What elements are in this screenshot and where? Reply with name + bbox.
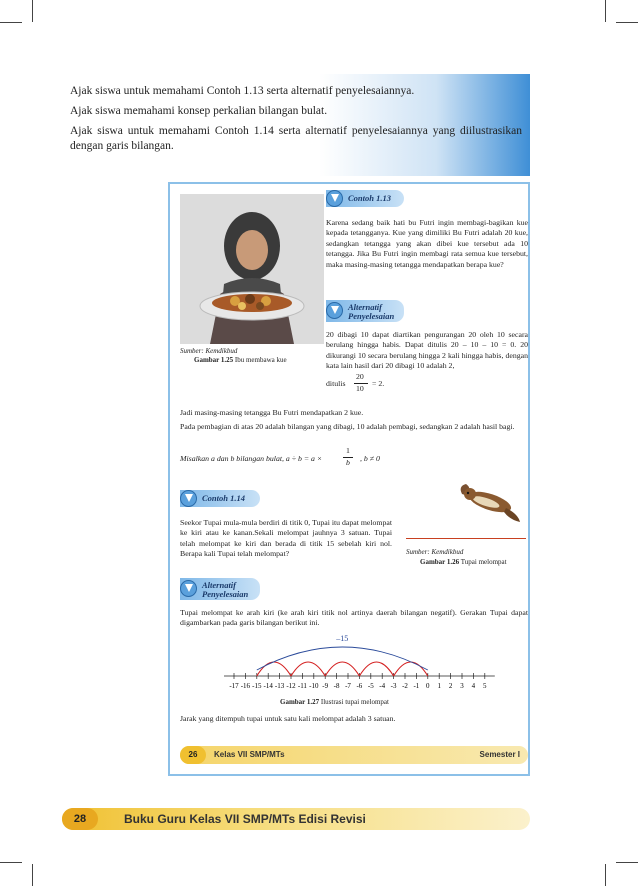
crop-mark xyxy=(616,22,638,23)
caption-label: Gambar 1.26 xyxy=(420,558,460,566)
teacher-note: Ajak siswa memahami konsep perkalian bilangan bulat. xyxy=(70,105,328,117)
contoh-113-label: Contoh 1.13 xyxy=(326,190,404,207)
inner-page-number: 26 xyxy=(180,746,206,764)
fraction-numerator: 20 xyxy=(356,372,364,381)
caption-text: Ibu membawa kue xyxy=(233,356,287,364)
tick-label: 2 xyxy=(448,682,453,690)
tick-label: -7 xyxy=(345,682,351,690)
formula-prefix: Misalkan a dan b bilangan bulat, a ÷ b = a × xyxy=(180,454,323,463)
crop-mark xyxy=(605,864,606,886)
tick-label: -4 xyxy=(379,682,386,690)
ditulis-text: ditulis xyxy=(326,379,346,388)
alternatif-label-114: Alternatif Penyelesaian xyxy=(180,578,260,600)
crop-mark xyxy=(32,864,33,886)
number-line xyxy=(180,632,528,702)
contoh-114-label: Contoh 1.14 xyxy=(180,490,260,507)
crop-mark xyxy=(616,862,638,863)
page-number: 28 xyxy=(62,808,98,830)
jump-arc xyxy=(394,662,428,676)
woman-with-cake-photo xyxy=(180,194,324,344)
inner-footer-title: Kelas VII SMP/MTs xyxy=(214,750,285,759)
tick-label: -16 xyxy=(240,682,251,690)
jump-arc xyxy=(257,662,291,676)
caption-label: Gambar 1.27 xyxy=(280,698,320,706)
page-footer xyxy=(62,808,530,830)
contoh-113-text: Karena sedang baik hati bu Futri ingin membagi-bagikan kue kepada tetangganya. Kue yang dimiliki Bu Futri adalah 20 kue, sedangkan tetangga yang akan dibei kue tersebut ada 10 tetangga. Jika Bu Futri ingin membagi rata semua kue tersebut, maka masing-masing tetangga mendapatkan berapa kue? xyxy=(326,218,528,269)
teacher-notes xyxy=(62,74,530,176)
tick-label: -9 xyxy=(322,682,329,690)
inner-footer xyxy=(180,746,528,764)
total-jump-arc xyxy=(257,647,428,670)
squirrel-source: Sumber: Kemdikbud xyxy=(406,548,464,556)
photo-caption xyxy=(194,356,287,365)
photo-source: Sumber: Kemdikbud xyxy=(180,347,238,355)
contoh-114-text: Seekor Tupai mula-mula berdiri di titik 0, Tupai itu dapat melompat ke kiri atau ke kanan.Sekali melompat jauhnya 3 satuan. Tupai telah melompat ke kiri dan berada di titik 15 sebelah kiri nol. Berapa kali Tupai telah melompat? xyxy=(180,518,393,559)
fraction-result: = 2. xyxy=(372,379,385,388)
squirrel-caption xyxy=(420,558,507,567)
tick-label: -1 xyxy=(413,682,420,690)
tick-label: -14 xyxy=(263,682,273,690)
tick-label: -11 xyxy=(297,682,307,690)
crop-mark xyxy=(32,0,33,22)
jump-arc xyxy=(359,662,393,676)
tick-label: 4 xyxy=(471,682,476,690)
tick-label: -17 xyxy=(229,682,239,690)
student-book-page xyxy=(168,182,530,776)
triangle-icon xyxy=(326,190,343,207)
tick-label: 1 xyxy=(437,682,441,690)
formula-suffix: , b ≠ 0 xyxy=(360,454,380,463)
fraction-line xyxy=(326,372,426,396)
tick-label: -2 xyxy=(402,682,408,690)
tick-label: -5 xyxy=(367,682,374,690)
fraction-denominator: 10 xyxy=(356,384,364,393)
crop-mark xyxy=(0,862,22,863)
crop-mark xyxy=(0,22,22,23)
conclusion-text: Jarak yang ditempuh tupai untuk satu kali melompat adalah 3 satuan. xyxy=(180,714,396,723)
jump-arc xyxy=(291,662,325,676)
arc-label: –15 xyxy=(336,634,349,643)
inner-footer-semester: Semester I xyxy=(479,750,520,759)
caption-text: Tupai melompat xyxy=(459,558,507,566)
tick-label: -15 xyxy=(252,682,262,690)
formula-denominator: b xyxy=(346,458,350,467)
ground-line xyxy=(406,538,526,539)
caption-text: Ilustrasi tupai melompat xyxy=(319,698,389,706)
tick-label: 3 xyxy=(460,682,464,690)
numberline-caption xyxy=(280,698,389,707)
page-footer-title: Buku Guru Kelas VII SMP/MTs Edisi Revisi xyxy=(124,812,366,826)
triangle-icon xyxy=(180,490,197,507)
triangle-icon xyxy=(180,580,197,597)
crop-mark xyxy=(605,0,606,22)
jump-arc xyxy=(325,662,359,676)
teacher-note: Ajak siswa untuk memahami Contoh 1.14 serta alternatif penyelesaiannya yang diilustrasikan dengan garis bilangan. xyxy=(70,125,522,152)
tick-label: -3 xyxy=(390,682,397,690)
tick-label: 5 xyxy=(483,682,487,690)
tick-label: 0 xyxy=(426,682,430,690)
alternatif-text-114: Tupai melompat ke arah kiri (ke arah kiri titik nol artinya daerah bilangan negatif). Gerakan Tupai dapat digambarkan pada garis bilangan berikut ini. xyxy=(180,608,528,628)
alternatif-text: 20 dibagi 10 dapat diartikan pengurangan 20 oleh 10 secara berulang hingga habis. Dapat ditulis 20 – 10 – 10 = 0. 20 dikurangi 10 secara berulang hingga 2 kali hingga habis, dengan kata lain hasil dari 20 dibagi 10 adalah 2, xyxy=(326,330,528,371)
division-formula xyxy=(180,446,528,470)
alternatif-label: Alternatif Penyelesaian xyxy=(326,300,404,322)
tick-label: -13 xyxy=(274,682,285,690)
tick-label: -10 xyxy=(309,682,319,690)
tick-label: -8 xyxy=(333,682,340,690)
teacher-note: Ajak siswa untuk memahami Contoh 1.13 serta alternatif penyelesaiannya. xyxy=(70,85,415,97)
tick-label: -6 xyxy=(356,682,363,690)
middle-line-1: Jadi masing-masing tetangga Bu Futri mendapatkan 2 kue. xyxy=(180,408,364,417)
tick-label: -12 xyxy=(286,682,296,690)
caption-label: Gambar 1.25 xyxy=(194,356,234,364)
triangle-icon xyxy=(326,302,343,319)
formula-numerator: 1 xyxy=(346,446,350,455)
middle-line-2: Pada pembagian di atas 20 adalah bilangan yang dibagi, 10 adalah pembagi, sedangkan 2 adalah hasil bagi. xyxy=(180,422,515,431)
squirrel-illustration xyxy=(456,480,522,524)
